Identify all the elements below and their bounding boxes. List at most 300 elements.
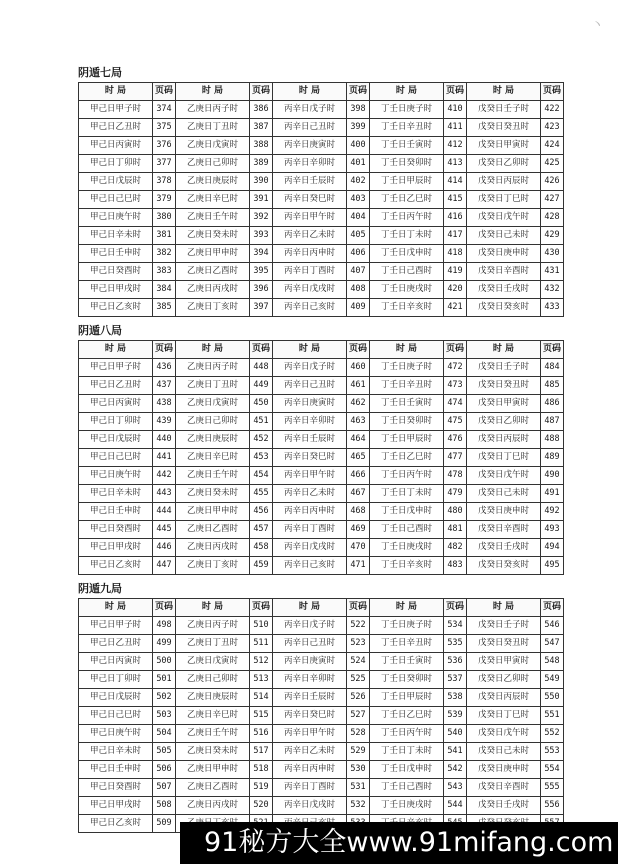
page-cell: 375 bbox=[153, 119, 176, 137]
page-cell: 457 bbox=[250, 521, 273, 539]
page-cell: 526 bbox=[347, 689, 370, 707]
time-cell: 甲己日甲戌时 bbox=[79, 797, 153, 815]
page-cell: 524 bbox=[347, 653, 370, 671]
page-cell: 407 bbox=[347, 263, 370, 281]
time-cell: 丙辛日壬辰时 bbox=[273, 689, 347, 707]
time-cell: 丁壬日戊申时 bbox=[370, 245, 444, 263]
page-cell: 427 bbox=[541, 191, 564, 209]
page-cell: 498 bbox=[153, 617, 176, 635]
page-cell: 519 bbox=[250, 779, 273, 797]
page-cell: 518 bbox=[250, 761, 273, 779]
page-cell: 480 bbox=[444, 503, 467, 521]
page-cell: 458 bbox=[250, 539, 273, 557]
page-cell: 502 bbox=[153, 689, 176, 707]
page-cell: 495 bbox=[541, 557, 564, 575]
time-cell: 丙辛日辛卯时 bbox=[273, 671, 347, 689]
table-row bbox=[79, 431, 564, 449]
time-cell: 戊癸日癸丑时 bbox=[467, 635, 541, 653]
time-cell: 丙辛日丙申时 bbox=[273, 245, 347, 263]
table-row bbox=[79, 653, 564, 671]
table-row bbox=[79, 173, 564, 191]
page-cell: 492 bbox=[541, 503, 564, 521]
time-cell: 甲己日戊辰时 bbox=[79, 689, 153, 707]
page-cell: 440 bbox=[153, 431, 176, 449]
page-cell: 412 bbox=[444, 137, 467, 155]
page-index-table bbox=[78, 340, 564, 575]
table-row bbox=[79, 779, 564, 797]
page-cell: 420 bbox=[444, 281, 467, 299]
page-cell: 390 bbox=[250, 173, 273, 191]
page-cell: 419 bbox=[444, 263, 467, 281]
time-cell: 乙庚日壬午时 bbox=[176, 725, 250, 743]
page-cell: 387 bbox=[250, 119, 273, 137]
page-cell: 483 bbox=[444, 557, 467, 575]
page-cell: 478 bbox=[444, 467, 467, 485]
page-cell: 486 bbox=[541, 395, 564, 413]
table-row bbox=[79, 467, 564, 485]
header-page: 页码 bbox=[347, 83, 370, 101]
table-row bbox=[79, 191, 564, 209]
time-cell: 丁壬日乙巳时 bbox=[370, 707, 444, 725]
time-cell: 戊癸日戊午时 bbox=[467, 209, 541, 227]
page-cell: 398 bbox=[347, 101, 370, 119]
page-cell: 439 bbox=[153, 413, 176, 431]
time-cell: 戊癸日己未时 bbox=[467, 227, 541, 245]
time-cell: 乙庚日癸未时 bbox=[176, 743, 250, 761]
header-page: 页码 bbox=[541, 341, 564, 359]
time-cell: 丙辛日庚寅时 bbox=[273, 137, 347, 155]
header-row bbox=[79, 83, 564, 101]
page-cell: 490 bbox=[541, 467, 564, 485]
table-row bbox=[79, 155, 564, 173]
time-cell: 丙辛日戊戌时 bbox=[273, 539, 347, 557]
header-time: 时 局 bbox=[370, 341, 444, 359]
time-cell: 丁壬日丁未时 bbox=[370, 485, 444, 503]
time-cell: 丁壬日辛丑时 bbox=[370, 377, 444, 395]
page-cell: 507 bbox=[153, 779, 176, 797]
table-row bbox=[79, 119, 564, 137]
time-cell: 乙庚日癸未时 bbox=[176, 227, 250, 245]
page-cell: 428 bbox=[541, 209, 564, 227]
time-cell: 甲己日己巳时 bbox=[79, 191, 153, 209]
header-time: 时 局 bbox=[176, 341, 250, 359]
page-cell: 476 bbox=[444, 431, 467, 449]
header-row bbox=[79, 599, 564, 617]
page-cell: 411 bbox=[444, 119, 467, 137]
page-cell: 453 bbox=[250, 449, 273, 467]
header-time: 时 局 bbox=[273, 341, 347, 359]
page-cell: 425 bbox=[541, 155, 564, 173]
time-cell: 丙辛日癸巳时 bbox=[273, 707, 347, 725]
page-cell: 552 bbox=[541, 725, 564, 743]
page-cell: 481 bbox=[444, 521, 467, 539]
page-cell: 523 bbox=[347, 635, 370, 653]
time-cell: 甲己日癸酉时 bbox=[79, 521, 153, 539]
page-cell: 451 bbox=[250, 413, 273, 431]
page-cell: 555 bbox=[541, 779, 564, 797]
page-cell: 403 bbox=[347, 191, 370, 209]
page-cell: 544 bbox=[444, 797, 467, 815]
page-cell: 553 bbox=[541, 743, 564, 761]
time-cell: 丙辛日甲午时 bbox=[273, 467, 347, 485]
page-cell: 383 bbox=[153, 263, 176, 281]
time-cell: 丁壬日辛丑时 bbox=[370, 635, 444, 653]
page-cell: 441 bbox=[153, 449, 176, 467]
time-cell: 丁壬日己酉时 bbox=[370, 263, 444, 281]
time-cell: 戊癸日庚申时 bbox=[467, 761, 541, 779]
page-cell: 391 bbox=[250, 191, 273, 209]
page-cell: 484 bbox=[541, 359, 564, 377]
page-cell: 489 bbox=[541, 449, 564, 467]
page-cell: 485 bbox=[541, 377, 564, 395]
time-cell: 甲己日戊辰时 bbox=[79, 173, 153, 191]
page-cell: 508 bbox=[153, 797, 176, 815]
page-cell: 377 bbox=[153, 155, 176, 173]
time-cell: 戊癸日庚申时 bbox=[467, 503, 541, 521]
page-cell: 397 bbox=[250, 299, 273, 317]
header-page: 页码 bbox=[541, 599, 564, 617]
time-cell: 丁壬日辛亥时 bbox=[370, 299, 444, 317]
time-cell: 甲己日辛未时 bbox=[79, 485, 153, 503]
page-cell: 474 bbox=[444, 395, 467, 413]
time-cell: 丙辛日己亥时 bbox=[273, 299, 347, 317]
time-cell: 乙庚日丁丑时 bbox=[176, 635, 250, 653]
time-cell: 丁壬日庚子时 bbox=[370, 359, 444, 377]
page-cell: 394 bbox=[250, 245, 273, 263]
page-cell: 548 bbox=[541, 653, 564, 671]
page-cell: 538 bbox=[444, 689, 467, 707]
page-cell: 396 bbox=[250, 281, 273, 299]
page-cell: 527 bbox=[347, 707, 370, 725]
page-cell: 438 bbox=[153, 395, 176, 413]
time-cell: 甲己日壬申时 bbox=[79, 245, 153, 263]
time-cell: 乙庚日乙酉时 bbox=[176, 779, 250, 797]
table-row bbox=[79, 635, 564, 653]
table-row bbox=[79, 539, 564, 557]
time-cell: 丙辛日戊戌时 bbox=[273, 797, 347, 815]
time-cell: 戊癸日癸亥时 bbox=[467, 557, 541, 575]
time-cell: 乙庚日己卯时 bbox=[176, 413, 250, 431]
time-cell: 乙庚日丁丑时 bbox=[176, 119, 250, 137]
page-cell: 465 bbox=[347, 449, 370, 467]
page-cell: 418 bbox=[444, 245, 467, 263]
time-cell: 丙辛日戊子时 bbox=[273, 101, 347, 119]
page-cell: 488 bbox=[541, 431, 564, 449]
time-cell: 丁壬日辛丑时 bbox=[370, 119, 444, 137]
table-row bbox=[79, 743, 564, 761]
header-page: 页码 bbox=[250, 341, 273, 359]
page-cell: 413 bbox=[444, 155, 467, 173]
page-cell: 395 bbox=[250, 263, 273, 281]
time-cell: 丁壬日壬寅时 bbox=[370, 395, 444, 413]
page-cell: 446 bbox=[153, 539, 176, 557]
time-cell: 丁壬日乙巳时 bbox=[370, 449, 444, 467]
page-cell: 405 bbox=[347, 227, 370, 245]
section-yindun-7 bbox=[78, 66, 562, 317]
page-cell: 382 bbox=[153, 245, 176, 263]
page-cell: 525 bbox=[347, 671, 370, 689]
header-time: 时 局 bbox=[370, 599, 444, 617]
page-cell: 539 bbox=[444, 707, 467, 725]
time-cell: 甲己日乙丑时 bbox=[79, 119, 153, 137]
time-cell: 乙庚日戊寅时 bbox=[176, 137, 250, 155]
time-cell: 丁壬日戊申时 bbox=[370, 761, 444, 779]
time-cell: 甲己日庚午时 bbox=[79, 467, 153, 485]
page-cell: 475 bbox=[444, 413, 467, 431]
time-cell: 乙庚日己卯时 bbox=[176, 155, 250, 173]
time-cell: 丙辛日甲午时 bbox=[273, 209, 347, 227]
time-cell: 戊癸日戊午时 bbox=[467, 467, 541, 485]
header-row bbox=[79, 341, 564, 359]
header-page: 页码 bbox=[153, 599, 176, 617]
time-cell: 甲己日辛未时 bbox=[79, 743, 153, 761]
time-cell: 甲己日甲戌时 bbox=[79, 281, 153, 299]
page-cell: 542 bbox=[444, 761, 467, 779]
time-cell: 乙庚日丙戌时 bbox=[176, 539, 250, 557]
time-cell: 丙辛日庚寅时 bbox=[273, 395, 347, 413]
page-cell: 378 bbox=[153, 173, 176, 191]
page-cell: 380 bbox=[153, 209, 176, 227]
page-cell: 469 bbox=[347, 521, 370, 539]
table-row bbox=[79, 503, 564, 521]
page-cell: 504 bbox=[153, 725, 176, 743]
page-cell: 541 bbox=[444, 743, 467, 761]
time-cell: 甲己日辛未时 bbox=[79, 227, 153, 245]
section-title: 阴遁七局 bbox=[78, 66, 122, 79]
page-cell: 424 bbox=[541, 137, 564, 155]
page-cell: 479 bbox=[444, 485, 467, 503]
page-cell: 511 bbox=[250, 635, 273, 653]
table-row bbox=[79, 413, 564, 431]
page-cell: 514 bbox=[250, 689, 273, 707]
time-cell: 甲己日癸酉时 bbox=[79, 263, 153, 281]
time-cell: 丙辛日戊子时 bbox=[273, 617, 347, 635]
page-cell: 522 bbox=[347, 617, 370, 635]
time-cell: 甲己日己巳时 bbox=[79, 707, 153, 725]
time-cell: 甲己日甲戌时 bbox=[79, 539, 153, 557]
page-cell: 432 bbox=[541, 281, 564, 299]
page-cell: 443 bbox=[153, 485, 176, 503]
time-cell: 戊癸日丁巳时 bbox=[467, 449, 541, 467]
time-cell: 乙庚日丙子时 bbox=[176, 617, 250, 635]
time-cell: 丁壬日甲辰时 bbox=[370, 689, 444, 707]
time-cell: 丁壬日丙午时 bbox=[370, 467, 444, 485]
time-cell: 丙辛日乙未时 bbox=[273, 227, 347, 245]
time-cell: 甲己日己巳时 bbox=[79, 449, 153, 467]
header-time: 时 局 bbox=[273, 599, 347, 617]
page-cell: 454 bbox=[250, 467, 273, 485]
time-cell: 丙辛日癸巳时 bbox=[273, 449, 347, 467]
page-index-table bbox=[78, 82, 564, 317]
time-cell: 乙庚日戊寅时 bbox=[176, 653, 250, 671]
page-index-table bbox=[78, 598, 564, 833]
page-cell: 437 bbox=[153, 377, 176, 395]
page-cell: 464 bbox=[347, 431, 370, 449]
time-cell: 丁壬日壬寅时 bbox=[370, 653, 444, 671]
header-page: 页码 bbox=[250, 83, 273, 101]
header-time: 时 局 bbox=[467, 83, 541, 101]
time-cell: 戊癸日乙卯时 bbox=[467, 671, 541, 689]
page-cell: 442 bbox=[153, 467, 176, 485]
time-cell: 乙庚日庚辰时 bbox=[176, 689, 250, 707]
page-cell: 460 bbox=[347, 359, 370, 377]
page-cell: 399 bbox=[347, 119, 370, 137]
time-cell: 甲己日庚午时 bbox=[79, 725, 153, 743]
time-cell: 甲己日戊辰时 bbox=[79, 431, 153, 449]
page-cell: 462 bbox=[347, 395, 370, 413]
time-cell: 丙辛日己丑时 bbox=[273, 635, 347, 653]
time-cell: 乙庚日乙酉时 bbox=[176, 263, 250, 281]
page-cell: 534 bbox=[444, 617, 467, 635]
watermark-banner: 91秘方大全www.91mifang.com bbox=[180, 822, 618, 864]
page-cell: 388 bbox=[250, 137, 273, 155]
page-cell: 487 bbox=[541, 413, 564, 431]
header-page: 页码 bbox=[153, 341, 176, 359]
time-cell: 丁壬日乙巳时 bbox=[370, 191, 444, 209]
time-cell: 乙庚日乙酉时 bbox=[176, 521, 250, 539]
page-cell: 543 bbox=[444, 779, 467, 797]
page-cell: 386 bbox=[250, 101, 273, 119]
header-time: 时 局 bbox=[176, 599, 250, 617]
time-cell: 戊癸日癸丑时 bbox=[467, 119, 541, 137]
time-cell: 乙庚日己卯时 bbox=[176, 671, 250, 689]
time-cell: 戊癸日戊午时 bbox=[467, 725, 541, 743]
table-row bbox=[79, 299, 564, 317]
time-cell: 戊癸日辛酉时 bbox=[467, 263, 541, 281]
page-cell: 408 bbox=[347, 281, 370, 299]
time-cell: 乙庚日丁丑时 bbox=[176, 377, 250, 395]
page-cell: 499 bbox=[153, 635, 176, 653]
page-cell: 493 bbox=[541, 521, 564, 539]
time-cell: 甲己日甲子时 bbox=[79, 101, 153, 119]
time-cell: 甲己日壬申时 bbox=[79, 761, 153, 779]
page-cell: 384 bbox=[153, 281, 176, 299]
page-cell: 459 bbox=[250, 557, 273, 575]
header-time: 时 局 bbox=[273, 83, 347, 101]
page-cell: 389 bbox=[250, 155, 273, 173]
time-cell: 丁壬日戊申时 bbox=[370, 503, 444, 521]
time-cell: 乙庚日丙戌时 bbox=[176, 281, 250, 299]
page-cell: 537 bbox=[444, 671, 467, 689]
page-cell: 414 bbox=[444, 173, 467, 191]
time-cell: 丙辛日辛卯时 bbox=[273, 413, 347, 431]
page-cell: 472 bbox=[444, 359, 467, 377]
page-cell: 381 bbox=[153, 227, 176, 245]
header-page: 页码 bbox=[250, 599, 273, 617]
time-cell: 戊癸日丁巳时 bbox=[467, 191, 541, 209]
time-cell: 戊癸日壬子时 bbox=[467, 617, 541, 635]
time-cell: 丙辛日丁酉时 bbox=[273, 263, 347, 281]
header-page: 页码 bbox=[541, 83, 564, 101]
page-cell: 422 bbox=[541, 101, 564, 119]
page-cell: 456 bbox=[250, 503, 273, 521]
table-row bbox=[79, 485, 564, 503]
page-cell: 431 bbox=[541, 263, 564, 281]
time-cell: 甲己日乙丑时 bbox=[79, 377, 153, 395]
page-cell: 466 bbox=[347, 467, 370, 485]
time-cell: 戊癸日乙卯时 bbox=[467, 413, 541, 431]
page-cell: 401 bbox=[347, 155, 370, 173]
page-cell: 540 bbox=[444, 725, 467, 743]
time-cell: 丁壬日甲辰时 bbox=[370, 173, 444, 191]
time-cell: 戊癸日癸亥时 bbox=[467, 299, 541, 317]
page-cell: 513 bbox=[250, 671, 273, 689]
time-cell: 乙庚日丙戌时 bbox=[176, 797, 250, 815]
table-row bbox=[79, 449, 564, 467]
page-cell: 529 bbox=[347, 743, 370, 761]
table-row bbox=[79, 359, 564, 377]
page-cell: 409 bbox=[347, 299, 370, 317]
time-cell: 乙庚日庚辰时 bbox=[176, 431, 250, 449]
page-cell: 506 bbox=[153, 761, 176, 779]
table-row bbox=[79, 137, 564, 155]
time-cell: 戊癸日庚申时 bbox=[467, 245, 541, 263]
page-cell: 406 bbox=[347, 245, 370, 263]
page-cell: 546 bbox=[541, 617, 564, 635]
time-cell: 丁壬日丙午时 bbox=[370, 725, 444, 743]
time-cell: 丙辛日己丑时 bbox=[273, 377, 347, 395]
time-cell: 丁壬日壬寅时 bbox=[370, 137, 444, 155]
page-cell: 551 bbox=[541, 707, 564, 725]
page-cell: 473 bbox=[444, 377, 467, 395]
time-cell: 丁壬日癸卯时 bbox=[370, 413, 444, 431]
table-row bbox=[79, 689, 564, 707]
page-cell: 392 bbox=[250, 209, 273, 227]
time-cell: 戊癸日辛酉时 bbox=[467, 779, 541, 797]
time-cell: 戊癸日丙辰时 bbox=[467, 431, 541, 449]
page-cell: 463 bbox=[347, 413, 370, 431]
time-cell: 丙辛日辛卯时 bbox=[273, 155, 347, 173]
time-cell: 乙庚日癸未时 bbox=[176, 485, 250, 503]
time-cell: 乙庚日丙子时 bbox=[176, 101, 250, 119]
time-cell: 乙庚日庚辰时 bbox=[176, 173, 250, 191]
page-cell: 491 bbox=[541, 485, 564, 503]
page-cell: 500 bbox=[153, 653, 176, 671]
page-cell: 433 bbox=[541, 299, 564, 317]
header-time: 时 局 bbox=[79, 83, 153, 101]
table-row bbox=[79, 521, 564, 539]
header-page: 页码 bbox=[347, 599, 370, 617]
time-cell: 戊癸日壬戌时 bbox=[467, 281, 541, 299]
page-cell: 520 bbox=[250, 797, 273, 815]
page-cell: 549 bbox=[541, 671, 564, 689]
time-cell: 戊癸日己未时 bbox=[467, 485, 541, 503]
page-cell: 379 bbox=[153, 191, 176, 209]
time-cell: 戊癸日壬子时 bbox=[467, 359, 541, 377]
page-cell: 410 bbox=[444, 101, 467, 119]
time-cell: 乙庚日丙子时 bbox=[176, 359, 250, 377]
page-cell: 550 bbox=[541, 689, 564, 707]
time-cell: 乙庚日甲申时 bbox=[176, 245, 250, 263]
time-cell: 丁壬日己酉时 bbox=[370, 521, 444, 539]
page-cell: 400 bbox=[347, 137, 370, 155]
page-cell: 494 bbox=[541, 539, 564, 557]
header-page: 页码 bbox=[444, 341, 467, 359]
time-cell: 戊癸日丁巳时 bbox=[467, 707, 541, 725]
time-cell: 戊癸日丙辰时 bbox=[467, 689, 541, 707]
page-cell: 429 bbox=[541, 227, 564, 245]
time-cell: 乙庚日丁亥时 bbox=[176, 557, 250, 575]
time-cell: 丙辛日乙未时 bbox=[273, 485, 347, 503]
page-cell: 512 bbox=[250, 653, 273, 671]
table-row bbox=[79, 617, 564, 635]
page-cell: 517 bbox=[250, 743, 273, 761]
page-cell: 510 bbox=[250, 617, 273, 635]
header-time: 时 局 bbox=[370, 83, 444, 101]
page-cell: 374 bbox=[153, 101, 176, 119]
time-cell: 甲己日壬申时 bbox=[79, 503, 153, 521]
page-cell: 470 bbox=[347, 539, 370, 557]
